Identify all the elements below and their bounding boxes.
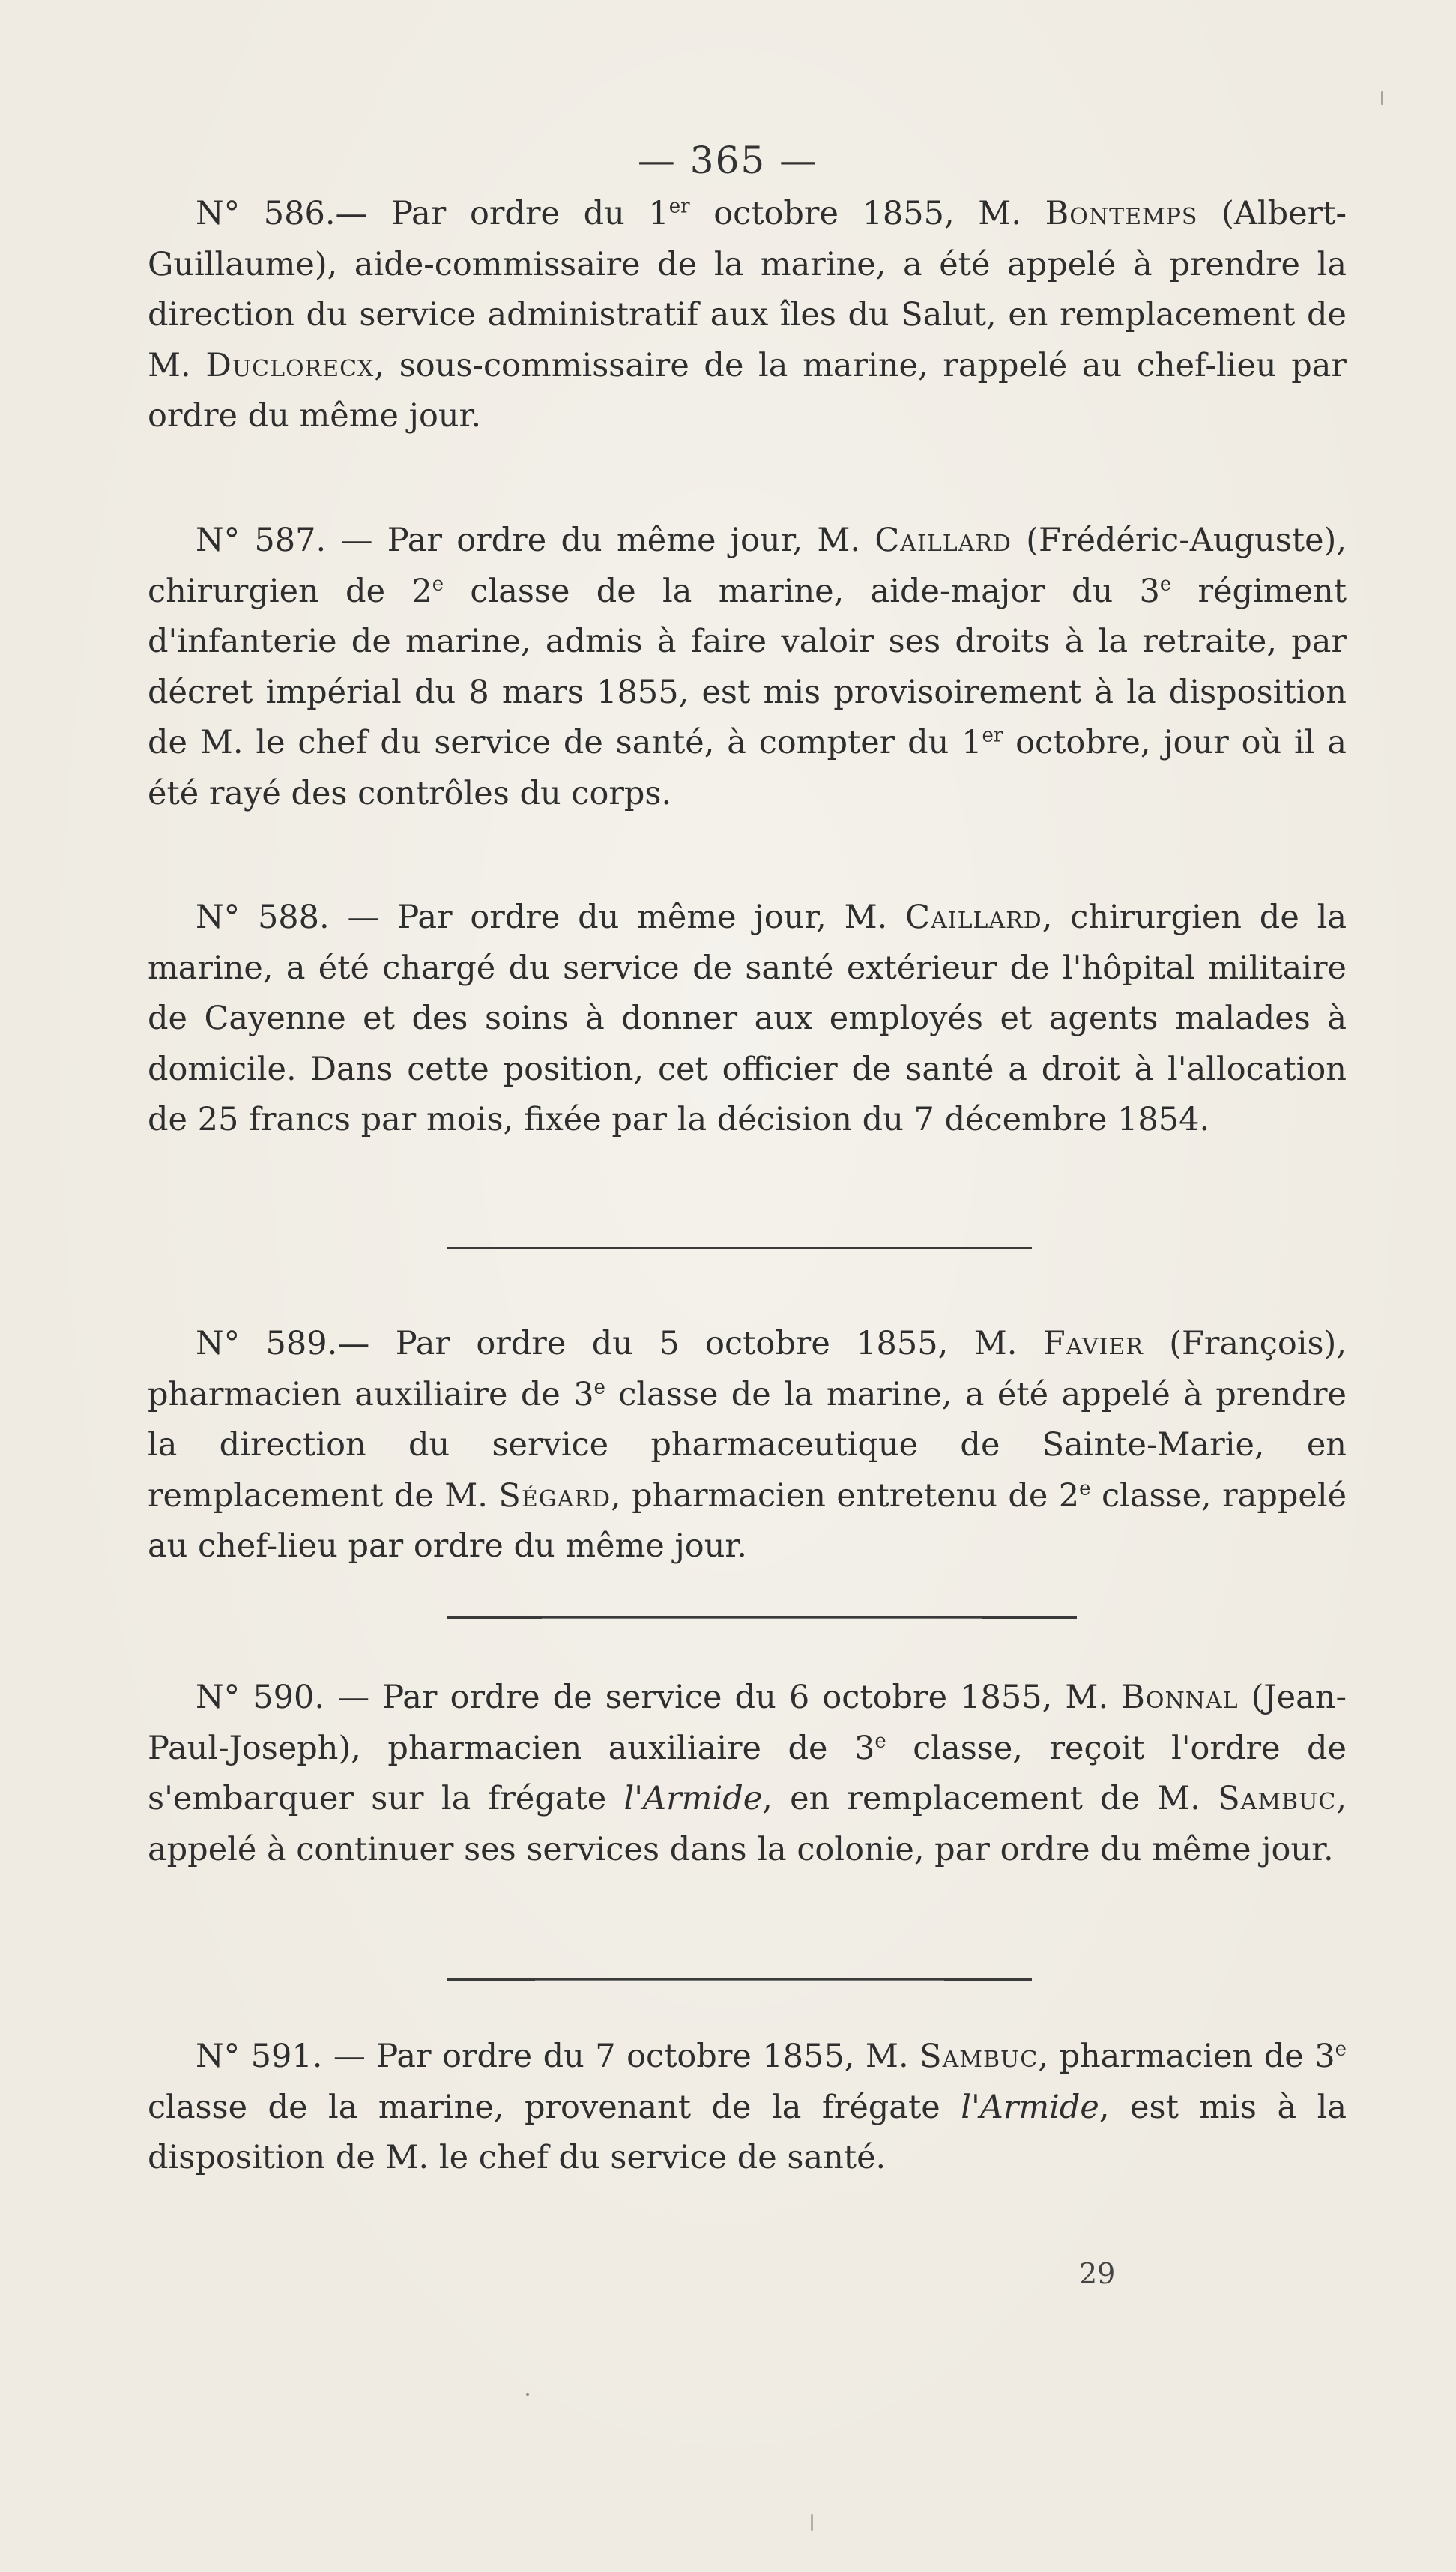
article-paragraph: N° 586.— Par ordre du 1er octobre 1855, M. Bontemps (Albert-Guillaume), aide-commissaire de la marine, a été appelé à prendre la direction du service administratif aux îles du Salut, en remplacement de M. Duclorecx, sous-commissaire de la marine, rappelé au chef-lieu par ordre du même jour. [148, 195, 1347, 435]
article-number: N° 589. [196, 1325, 338, 1362]
person-name: Bontemps [1045, 195, 1198, 232]
person-name: Bonnal [1121, 1679, 1239, 1716]
person-name: Sambuc [1218, 1780, 1337, 1817]
ship-name: l'Armide [623, 1780, 763, 1817]
section-divider [447, 1978, 1032, 1981]
section-divider [447, 1616, 1077, 1619]
article-paragraph: N° 589.— Par ordre du 5 octobre 1855, M. Favier (François), pharmacien auxiliaire de 3e classe de la marine, a été appelé à prendre la direction du service pharmaceutique de Sainte-Marie, en remplacement de M. Ségard, pharmacien entretenu de 2e classe, rappelé au chef-lieu par ordre du même jour. [148, 1325, 1347, 1565]
article-number: N° 586. [196, 195, 336, 232]
article-591 [148, 2032, 1347, 2184]
article-number: N° 588. [196, 899, 330, 936]
article-588 [148, 893, 1347, 1146]
article-paragraph: N° 588. — Par ordre du même jour, M. Caillard, chirurgien de la marine, a été chargé du service de santé extérieur de l'hôpital militaire de Cayenne et des soins à donner aux employés et agents malades à domicile. Dans cette position, cet officier de santé a droit à l'allocation de 25 francs par mois, fixée par la décision du 7 décembre 1854. [148, 899, 1347, 1138]
article-589 [148, 1319, 1347, 1572]
article-number: N° 591. [196, 2038, 323, 2075]
person-name: Ségard [498, 1476, 611, 1515]
person-name: Duclorecx [205, 346, 375, 384]
section-divider [447, 1247, 1032, 1249]
person-name: Sambuc [919, 2038, 1039, 2075]
article-number: N° 587. [196, 522, 327, 559]
paper-speck [811, 2514, 813, 2531]
person-name: Caillard [905, 899, 1042, 936]
article-paragraph: N° 590. — Par ordre de service du 6 octobre 1855, M. Bonnal (Jean-Paul-Joseph), pharmacien auxiliaire de 3e classe, reçoit l'ordre de s'embarquer sur la frégate l'Armide, en remplacement de M. Sambuc, appelé à continuer ses services dans la colonie, par ordre du même jour. [148, 1679, 1347, 1868]
article-590 [148, 1673, 1347, 1875]
article-586 [148, 189, 1347, 442]
signature-mark: 29 [1079, 2257, 1116, 2290]
article-587 [148, 516, 1347, 819]
person-name: Favier [1042, 1325, 1144, 1362]
page-number: — 365 — [637, 139, 819, 182]
article-paragraph: N° 591. — Par ordre du 7 octobre 1855, M. Sambuc, pharmacien de 3e classe de la marine, provenant de la frégate l'Armide, est mis à la disposition de M. le chef du service de santé. [148, 2038, 1347, 2176]
article-number: N° 590. [196, 1679, 324, 1716]
person-name: Caillard [874, 522, 1012, 559]
paper-speck [1381, 91, 1383, 105]
ship-name: l'Armide [961, 2088, 1099, 2126]
paper-speck [526, 2393, 529, 2396]
article-paragraph: N° 587. — Par ordre du même jour, M. Caillard (Frédéric-Auguste), chirurgien de 2e classe de la marine, aide-major du 3e régiment d'infanterie de marine, admis à faire valoir ses droits à la retraite, par décret impérial du 8 mars 1855, est mis provisoirement à la disposition de M. le chef du service de santé, à compter du 1er octobre, jour où il a été rayé des contrôles du corps. [148, 522, 1347, 812]
